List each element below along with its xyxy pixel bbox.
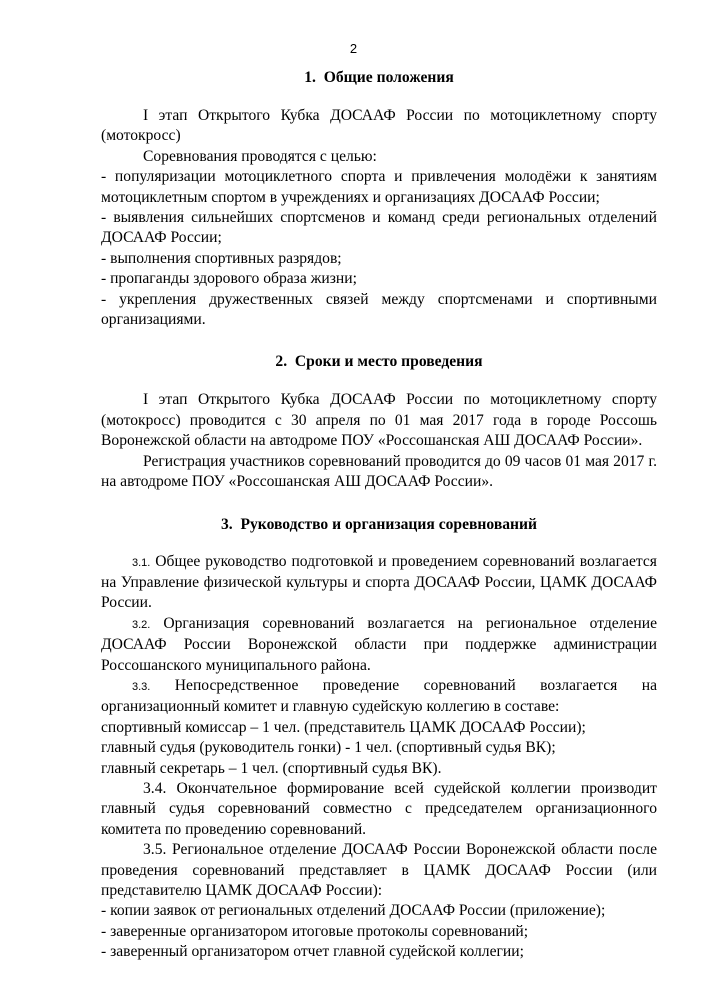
report-item: - копии заявок от региональных отделений ДОСААФ России (приложение); [101, 902, 606, 920]
section-2-paragraph: I этап Открытого Кубка ДОСААФ России по мотоциклетному спорту (мотокросс) проводится с 30 апреля по 01 мая 2017 года в городе Россошь Воронежской области на автодроме ПОУ «Россошанская АШ ДОСААФ России». [101, 391, 657, 450]
clause-text: Организация соревнований возлагается на региональное отделение ДОСААФ России Воронежской области при поддержке администрации Россошанского муниципального района. [101, 614, 657, 674]
section-1-bullet: - укрепления дружественных связей между спортсменами и спортивными организациями. [101, 290, 657, 329]
section-1-bullet: - выявления сильнейших спортсменов и команд среди региональных отделений ДОСААФ России; [101, 209, 657, 247]
commission-member: спортивный комиссар – 1 чел. (представитель ЦАМК ДОСААФ России); [101, 718, 586, 736]
commission-member: главный секретарь – 1 чел. (спортивный судья ВК). [101, 759, 442, 777]
commission-member: главный судья (руководитель гонки) - 1 чел. (спортивный судья ВК); [101, 739, 556, 757]
section-1-heading: 1. Общие положения [304, 69, 454, 86]
clause-3-1 [101, 552, 657, 614]
section-1-bullet: - популяризации мотоциклетного спорта и привлечения молодёжи к занятиям мотоциклетным спортом в учреждениях и организациях ДОСААФ России; [101, 168, 657, 206]
report-item: - заверенные организатором итоговые протоколы соревнований; [101, 922, 529, 940]
section-1-intro: I этап Открытого Кубка ДОСААФ России по мотоциклетному спорту (мотокросс) [101, 107, 657, 145]
clause-3-5: 3.5. Региональное отделение ДОСААФ России Воронежской области после проведения соревнований представляет в ЦАМК ДОСААФ России (или представителю ЦАМК ДОСААФ России): [101, 841, 657, 899]
section-1-bullet: - выполнения спортивных разрядов; [101, 249, 342, 267]
clause-text: Общее руководство подготовкой и проведением соревнований возлагается на Управление физической культуры и спорта ДОСААФ России, ЦАМК ДОСААФ России. [101, 552, 657, 612]
page-number: 2 [349, 41, 358, 56]
clause-number: 3.3. [132, 680, 151, 693]
section-2-heading: 2. Сроки и место проведения [275, 353, 483, 371]
section-2-registration: Регистрация участников соревнований проводится до 09 часов 01 мая 2017 г. на автодроме ПОУ «Россошанская АШ ДОСААФ России». [101, 452, 657, 491]
report-item: - заверенный организатором отчет главной судейской коллегии; [101, 943, 524, 961]
clause-number: 3.1. [132, 556, 151, 569]
clause-text: Непосредственное проведение соревнований возлагается на организационный комитет и главную судейскую коллегию в составе: [101, 676, 657, 716]
clause-3-3 [101, 676, 657, 718]
section-3-heading: 3. Руководство и организация соревнований [220, 515, 537, 533]
clause-3-4: 3.4. Окончательное формирование всей судейской коллегии производит главный судья соревнований совместно с председателем организационного комитета по проведению соревнований. [101, 779, 657, 838]
clause-3-2 [101, 614, 657, 676]
document-body [101, 68, 657, 963]
section-1-purpose: Соревнования проводятся с целью: [143, 147, 377, 165]
clause-number: 3.2. [132, 618, 151, 631]
section-1-bullet: - пропаганды здорового образа жизни; [101, 270, 357, 288]
